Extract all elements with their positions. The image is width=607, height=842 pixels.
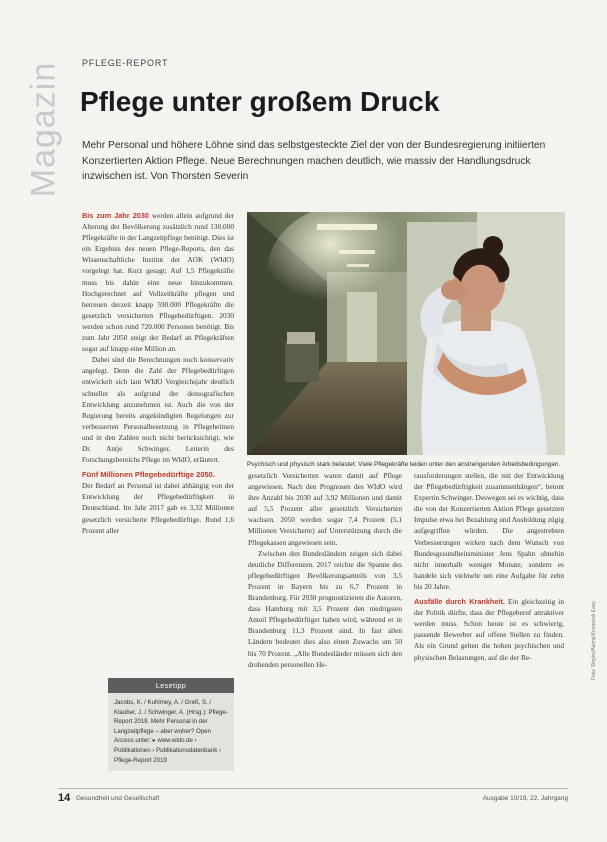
kicker: PFLEGE-REPORT bbox=[82, 58, 169, 68]
reading-tip-box bbox=[108, 678, 234, 771]
paragraph-text: Ein gleichzeitig in der Politik dürfte, dass der Pflegeberuf attraktiver werden muss. Schon heute ist es schwierig, passende Bewerber auf offene Stellen zu finden. Als ein Grund gelten die hohen psychischen und physischen Belastungen, auf die der Re- bbox=[414, 597, 564, 662]
page-number: 14 bbox=[58, 792, 71, 804]
publication-name: Gesundheit und Gesellschaft bbox=[76, 795, 160, 802]
paragraph bbox=[82, 210, 234, 354]
section-label-text: Magazin bbox=[24, 61, 63, 198]
page-footer bbox=[58, 792, 568, 806]
paragraph: Der Bedarf an Personal ist dabei abhängig von der Entwicklung der Pflegebedürftigkeit in Deutschland. Im Jahr 2017 gab es 3,32 Millionen gesetzlich versicherte Pflegebedürftige. Rund 1,6 Prozent aller bbox=[82, 481, 234, 535]
paragraph: Zwischen den Bundesländern zeigen sich dabei deutliche Differenzen. 2017 reichte die Spanne des pflegebedürftigen Bevölkerungsanteils von 3,5 Prozent in Bayern bis zu 6,7 Prozent in Brandenburg. Für 2030 prognostizieren die Autoren, dass Hamburg mit 3,5 Prozent den niedrigsten Anteil Pflegebedürftiger haben wird, während er in Brandenburg 11,3 Prozent sind. In fast allen Ländern bedeutet dies also einen Zuwachs um 50 bis 70 Prozent. „Alle Bundesländer müssen sich den drohenden personellen He- bbox=[248, 548, 402, 669]
footer-divider bbox=[58, 788, 568, 789]
subheading: Ausfälle durch Krankheit. bbox=[414, 597, 505, 607]
paragraph: Dabei sind die Berechnungen noch konservativ angelegt. Denn die Zahl der Pflegebedürftigen entwickelt sich laut WIdO Vergleichsjahr deutlich schneller als aufgrund der demografischen Entwicklung anzunehmen ist. Auch die von der Regierung bereits angekündigten Regelungen zur verbesserten Personalbesetzung in Pflegeheimen und in den Zahlen noch nicht berücksichtigt, wie Dr. Antje Schwinger, Leiterin des Forschungsbereichs Pflege im WIdO, erläutert. bbox=[82, 355, 234, 465]
photo-credit: Foto: Stoyko/Alamy/Kinopoisk Eazy bbox=[591, 601, 597, 680]
lead-paragraph: Mehr Personal und höhere Löhne sind das selbstgesteckte Ziel der von der Bundesregierung initiierten Konzertierten Aktion Pflege. Neue Berechnungen machen deutlich, wie massiv der Handlungsdruck inzwischen ist. Von Thorsten Severin bbox=[82, 140, 546, 182]
column-1 bbox=[82, 210, 234, 536]
subheading: Fünf Millionen Pflegebedürftige 2050. bbox=[82, 470, 215, 480]
paragraph: gesetzlich Versicherten waren damit auf Pflege angewiesen. Nach den Prognosen des WIdO wird ihre Anzahl bis 2030 auf 3,92 Millionen und damit auf 5,5 Prozent aller gesetzlich Versicherten wachsen. 2050 werden sogar 7,4 Prozent (5,1 Millionen Versicherte) auf Unterstützung durch die Pflegekassen angewiesen sein. bbox=[248, 471, 402, 547]
paragraph-text: werden allein aufgrund der Alterung der Bevölkerung zusätzlich rund 130.000 Pflegekräfte in der Langzeitpflege benötigt. Dies ist ein Ergebnis des neuen Pflege-Reports, den das Wissenschaftliche Institut der AOK (WIdO) vorgelegt hat. Kurz gesagt: Auf 1,5 Pflegekräfte muss bis dahin eine neue hinzukommen. Hochgerechnet auf Vollzeitkräfte pflegen und betreuen derzeit knapp 590.000 Pflegekräfte die gesetzlich versicherten Pflegebedürftigen. 2030 werden schon rund 720.000 Personen benötigt. Bis zum Jahr 2050 steigt der Bedarf an Pflegekräften sogar auf knapp eine Million an. bbox=[82, 211, 234, 354]
paragraph: rausforderungen stellen, die mit der Entwicklung der Pflegebedürftigkeit zusammenhängen“, betont Expertin Schwinger. Deswegen sei es wichtig, dass die von der Konzertierten Aktion Pflege gesetzten Impulse etwa bei Bezahlung und Ausbildung zügig aufgegriffen würden. Die angestrebten Verbesserungen wirken nach dem Wunsch von Bundesgesundheitsminister Jens Spahn ohnehin nicht innerhalb weniger Monate, sondern es handele sich vielmehr um eine Aufgabe für zehn bis 20 Jahre. bbox=[414, 471, 564, 591]
section-label bbox=[22, 60, 62, 200]
article-photo bbox=[247, 212, 565, 455]
page-title: Pflege unter großem Druck bbox=[80, 86, 440, 117]
reading-tip-heading: Lesetipp bbox=[108, 678, 234, 693]
column-2 bbox=[248, 470, 402, 670]
nurse-photo-illustration bbox=[247, 212, 565, 455]
column-3 bbox=[414, 470, 564, 663]
photo-caption: Psychisch und physisch stark belastet: Viele Pflegekräfte leiden unter den anstrengenden Arbeitsbedingungen. bbox=[247, 461, 561, 468]
paragraph bbox=[414, 596, 564, 663]
paragraph-lead-in: Bis zum Jahr 2030 bbox=[82, 211, 149, 220]
reading-tip-text: Jacobs, K. / Kuhlmey, A. / Greß, S. / Klauber, J. / Schwinger, A. (Hrsg.): Pflege-Report 2019. Mehr Personal in der Langzeitpflege – aber woher? Open Access unter: ▸ www.wido.de › Publikationen › Publikationsdatenbank › Pflege-Report 2019 bbox=[114, 699, 228, 764]
issue-info: Ausgabe 10/19, 22. Jahrgang bbox=[482, 795, 568, 802]
